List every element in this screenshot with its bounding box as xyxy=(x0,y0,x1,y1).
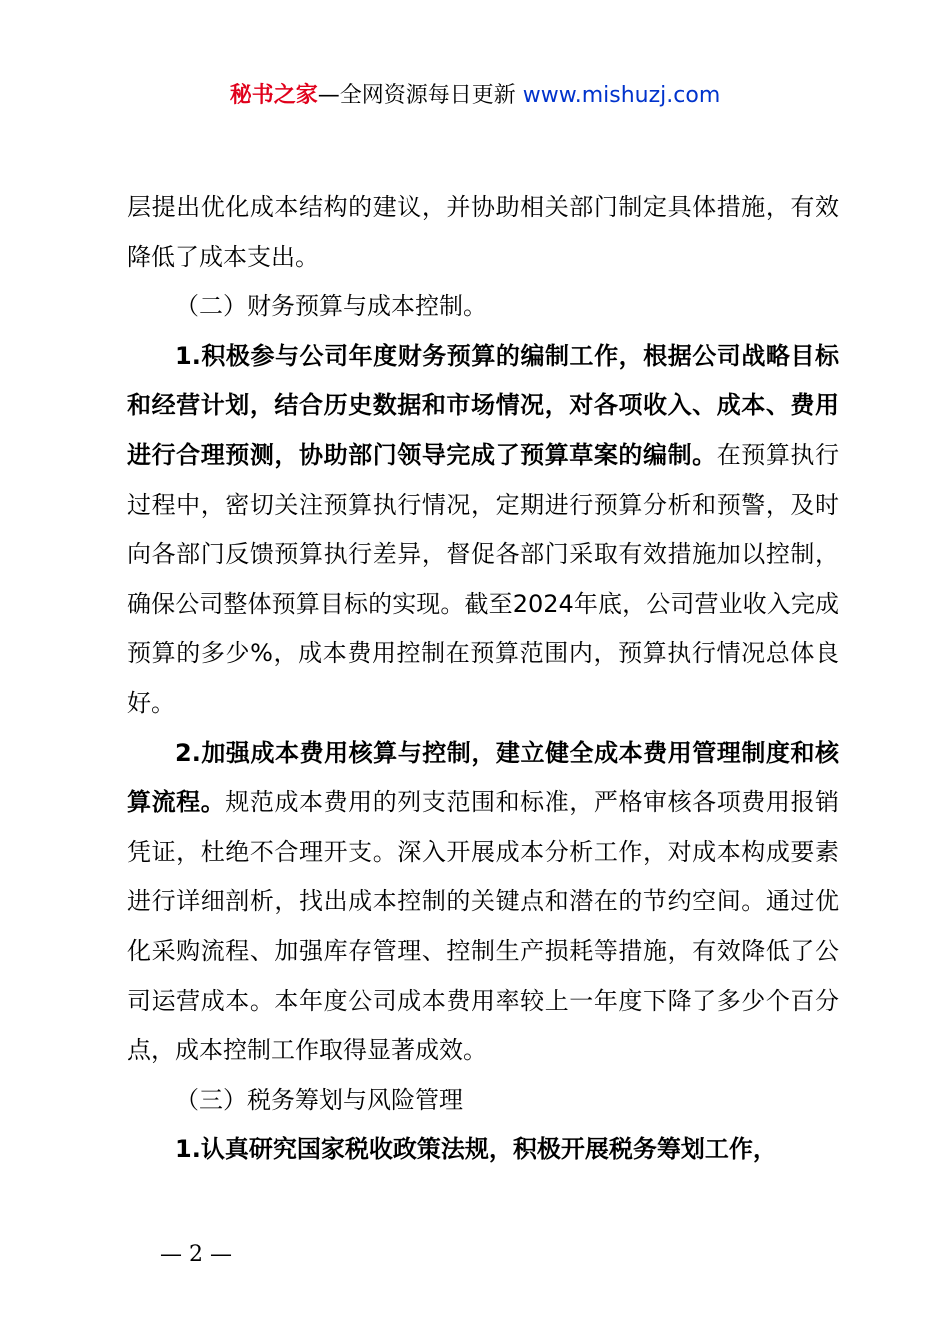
document-body xyxy=(127,183,839,1175)
site-brand: 秘书之家 xyxy=(229,83,318,108)
page-number: — 2 — xyxy=(160,1242,232,1267)
paragraph-budget-lead: 1.积极参与公司年度财务预算的编制工作，根据公司战略目标和经营计划，结合历史数据和市场情况，对各项收入、成本、费用进行合理预测，协助部门领导完成了预算草案的编制。 xyxy=(127,341,839,469)
paragraph-budget xyxy=(127,332,839,729)
site-header xyxy=(0,80,950,112)
section-heading-2: （二）财务预算与成本控制。 xyxy=(175,292,487,321)
site-tagline: —全网资源每日更新 xyxy=(317,83,523,108)
paragraph-tax-lead: 1.认真研究国家税收政策法规，积极开展税务筹划工作， xyxy=(175,1135,777,1164)
paragraph-budget-text: 在预算执行过程中，密切关注预算执行情况，定期进行预算分析和预警，及时向各部门反馈预算执行差异，督促各部门采取有效措施加以控制，确保公司整体预算目标的实现。截至2024年底，公司营业收入完成预算的多少%，成本费用控制在预算范围内，预算执行情况总体良好。 xyxy=(127,440,840,717)
site-url-link[interactable]: www.mishuzj.com xyxy=(522,83,721,108)
paragraph-cost-lead: 2.加强成本费用核算与控制，建立健全成本费用管理制度和核算流程。 xyxy=(127,738,839,817)
paragraph-continued: 层提出优化成本结构的建议，并协助相关部门制定具体措施，有效降低了成本支出。 xyxy=(127,193,839,271)
paragraph-cost xyxy=(127,729,839,1076)
paragraph-cost-text: 规范成本费用的列支范围和标准，严格审核各项费用报销凭证，杜绝不合理开支。深入开展成本分析工作，对成本构成要素进行详细剖析，找出成本控制的关键点和潜在的节约空间。通过优化采购流程、加强库存管理、控制生产损耗等措施，有效降低了公司运营成本。本年度公司成本费用率较上一年度下降了多少个百分点，成本控制工作取得显著成效。 xyxy=(127,788,840,1065)
section-heading-3: （三）税务筹划与风险管理 xyxy=(175,1085,463,1114)
